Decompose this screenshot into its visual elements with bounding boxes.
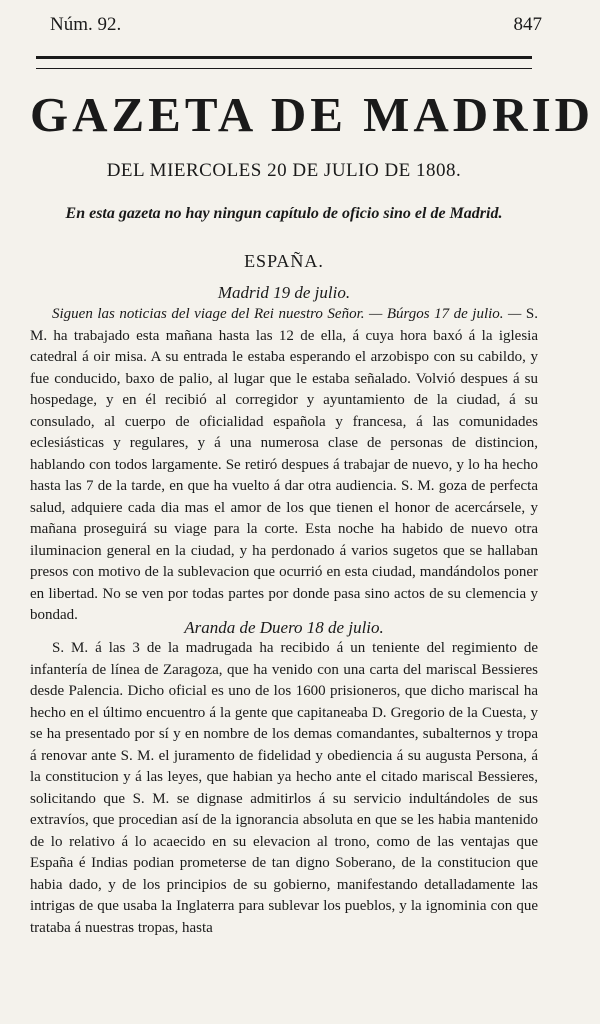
article-paragraph: S. M. á las 3 de la madrugada ha recibido á un teniente del regimiento de infantería de línea de Zaragoza, que ha venido con una carta del mariscal Bessieres desde Palencia. Dicho oficial es uno de los 1600 prisioneros, que dicho mariscal ha hecho en el último encuentro á la gente que capitaneaba D. Gregorio de la Cuesta, y se ha presentado por sí y en nombre de los demas comandantes, subalternos y tropa á renovar ante S. M. el juramento de fidelidad y obediencia á su augusta Persona, á la constitucion y á las leyes, que habian ya hecho ante el citado mariscal Bessieres, solicitando que S. M. se dignase admitirlos á su servicio indultándoles de sus extravíos, que procedian así de la ignorancia absoluta en que se les habia mantenido de lo relativo á lo acaecido en su elevacion al trono, como de las ventajas que España é Indias podian prometerse de tan digno Soberano, de la constitucion que habia dado, y de los principios de su gobierno, manifestando detalladamente las intrigas de que usaba la Inglaterra para sublevar los pueblos, y la ignominia con que trataba á nuestras tropas, hasta [30, 640, 538, 936]
header-rule-thin [36, 68, 532, 69]
article-body-madrid [30, 304, 538, 627]
article-lead: Siguen las noticias del viage del Rei nuestro Señor. — Búrgos 17 de julio. — [52, 306, 522, 322]
issue-date: DEL MIERCOLES 20 DE JULIO DE 1808. [106, 160, 462, 181]
page-number: 847 [513, 14, 542, 35]
page-header [50, 14, 542, 42]
article-dateline-madrid: Madrid 19 de julio. [217, 283, 351, 302]
article-paragraph [30, 304, 538, 627]
issue-number: Núm. 92. [50, 14, 122, 35]
masthead-title: GAZETA DE MADRID [30, 87, 595, 142]
article-body-aranda [30, 638, 538, 939]
section-title: ESPAÑA. [244, 251, 324, 271]
article-dateline-aranda: Aranda de Duero 18 de julio. [184, 618, 384, 637]
article-text: S. M. ha trabajado esta mañana hasta las 12 de ella, á cuya hora baxó á la iglesia catedral á oir misa. A su entrada le estaba esperando el arzobispo con su cabildo, y fue conducido, baxo de palio, al lugar que le estaba señalado. Volvió despues á su hospedage, y en él recibió al corregidor y ayuntamiento de la ciudad, á su consulado, al cuerpo de oficialidad española y francesa, á las comunidades eclesiásticas y regulares, y á una numerosa clase de personas de distincion, hablando con todos largamente. Se retiró despues á trabajar de nuevo, y lo ha hecho hasta las 7 de la tarde, en que ha vuelto á dar otra audiencia. S. M. goza de perfecta salud, adquiere cada dia mas el amor de los que tienen el honor de acercársele, y mañana proseguirá su viage para la corte. Esta noche ha habido de nuevo otra iluminacion general en la ciudad, y ha perdonado á varios sugetos que se hallaban presos con motivo de la sublevacion que ocurrió en esta ciudad, mandándolos poner en libertad. No se ven por todas partes por donde pasa sino actos de su clemencia y bondad. [30, 306, 539, 623]
header-rule-thick [36, 56, 532, 59]
official-notice: En esta gazeta no hay ningun capítulo de oficio sino el de Madrid. [65, 205, 503, 222]
